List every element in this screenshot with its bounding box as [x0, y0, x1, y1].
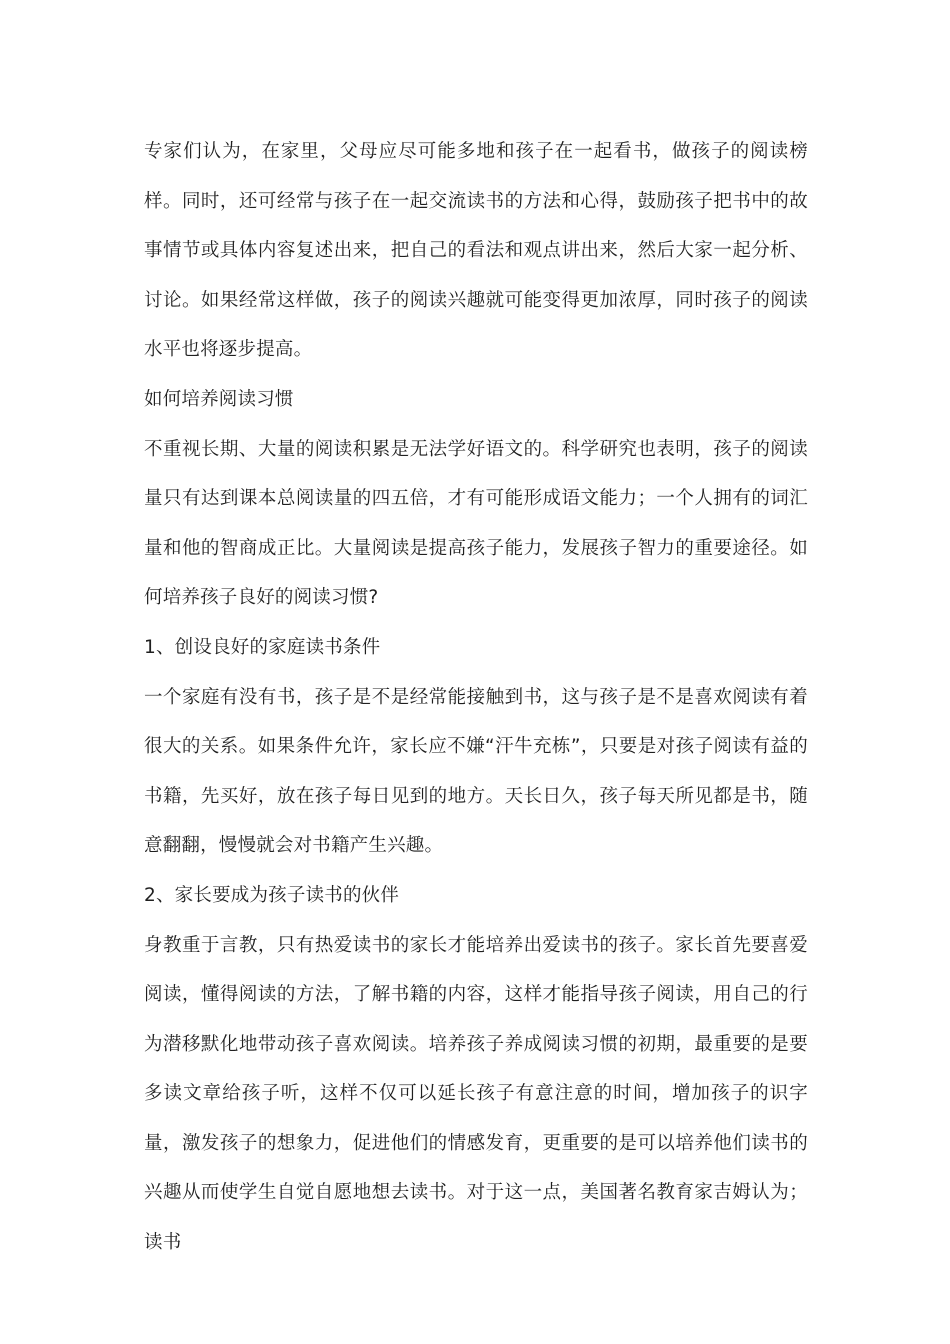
paragraph-parent-role-model: 专家们认为，在家里，父母应尽可能多地和孩子在一起看书，做孩子的阅读榜样。同时，还可经常与孩子在一起交流读书的方法和心得，鼓励孩子把书中的故事情节或具体内容复述出来，把自己的看法和观点讲出来，然后大家一起分析、讨论。如果经常这样做，孩子的阅读兴趣就可能变得更加浓厚，同时孩子的阅读水平也将逐步提高。	[144, 141, 808, 361]
paragraph-parent-example: 身教重于言教，只有热爱读书的家长才能培养出爱读书的孩子。家长首先要喜爱阅读，懂得阅读的方法，了解书籍的内容，这样才能指导孩子阅读，用自己的行为潜移默化地带动孩子喜欢阅读。培养孩子养成阅读习惯的初期，最重要的是要多读文章给孩子听，这样不仅可以延长孩子有意注意的时间，增加孩子的识字量，激发孩子的想象力，促进他们的情感发育，更重要的是可以培养他们读书的兴趣从而使学生自觉自愿地想去读书。对于这一点，美国著名教育家吉姆认为；读书	[144, 934, 808, 1254]
heading-reading-partner: 2、家长要成为孩子读书的伙伴	[144, 884, 400, 906]
heading-reading-habits: 如何培养阅读习惯	[144, 388, 294, 410]
heading-home-conditions: 1、创设良好的家庭读书条件	[144, 636, 381, 658]
document-body	[144, 127, 808, 1268]
paragraph-home-books: 一个家庭有没有书，孩子是不是经常能接触到书，这与孩子是不是喜欢阅读有着很大的关系。如果条件允许，家长应不嫌“汗牛充栋”，只要是对孩子阅读有益的书籍，先买好，放在孩子每日见到的地方。天长日久，孩子每天所见都是书，随意翻翻，慢慢就会对书籍产生兴趣。	[144, 686, 808, 857]
paragraph-reading-volume: 不重视长期、大量的阅读积累是无法学好语文的。科学研究也表明，孩子的阅读量只有达到课本总阅读量的四五倍，才有可能形成语文能力；一个人拥有的词汇量和他的智商成正比。大量阅读是提高孩子能力，发展孩子智力的重要途径。如何培养孩子良好的阅读习惯?	[144, 438, 808, 609]
